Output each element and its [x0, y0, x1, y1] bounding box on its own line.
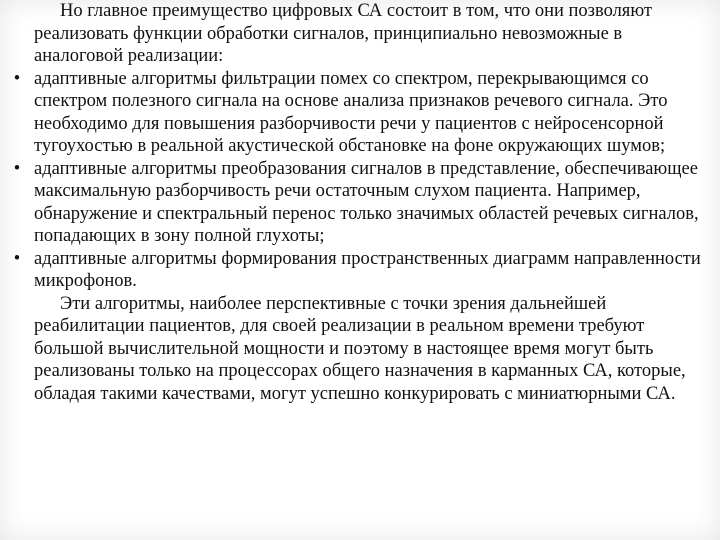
bullet-icon: • — [13, 158, 21, 179]
bullet-text: адаптивные алгоритмы формирования пространственных диаграмм направленности микрофонов. — [34, 248, 701, 291]
intro-paragraph: Но главное преимущество цифровых СА состоит в том, что они позволяют реализовать функции обработки сигналов, принципиально невозможные в аналоговой реализации: — [34, 1, 652, 66]
bullet-text: адаптивные алгоритмы преобразования сигналов в представление, обеспечивающее максимальную разборчивость речи остаточным слухом пациента. Например, обнаружение и спектральный перенос только значимых областей речевых сигналов, попадающих в зону полной глухоты; — [34, 158, 699, 246]
bullet-icon: • — [13, 68, 21, 89]
bullet-icon: • — [13, 248, 21, 269]
list-item — [10, 248, 710, 293]
bullet-list — [10, 68, 710, 293]
conclusion-paragraph: Эти алгоритмы, наиболее перспективные с точки зрения дальнейшей реабилитации пациентов, для своей реализации в реальном времени требуют большой вычислительной мощности и поэтому в настоящее время могут быть реализованы только на процессорах общего назначения в карманных СА, которые, обладая такими качествами, могут успешно конкурировать с миниатюрными СА. — [34, 293, 686, 404]
slide-content — [10, 0, 710, 405]
list-item — [10, 68, 710, 158]
bullet-text: адаптивные алгоритмы фильтрации помех со спектром, перекрывающимся со спектром полезного сигнала на основе анализа признаков речевого сигнала. Это необходимо для повышения разборчивости речи у пациентов с нейросенсорной тугоухостью в реальной акустической обстановке на фоне окружающих шумов; — [34, 68, 668, 156]
list-item — [10, 158, 710, 248]
